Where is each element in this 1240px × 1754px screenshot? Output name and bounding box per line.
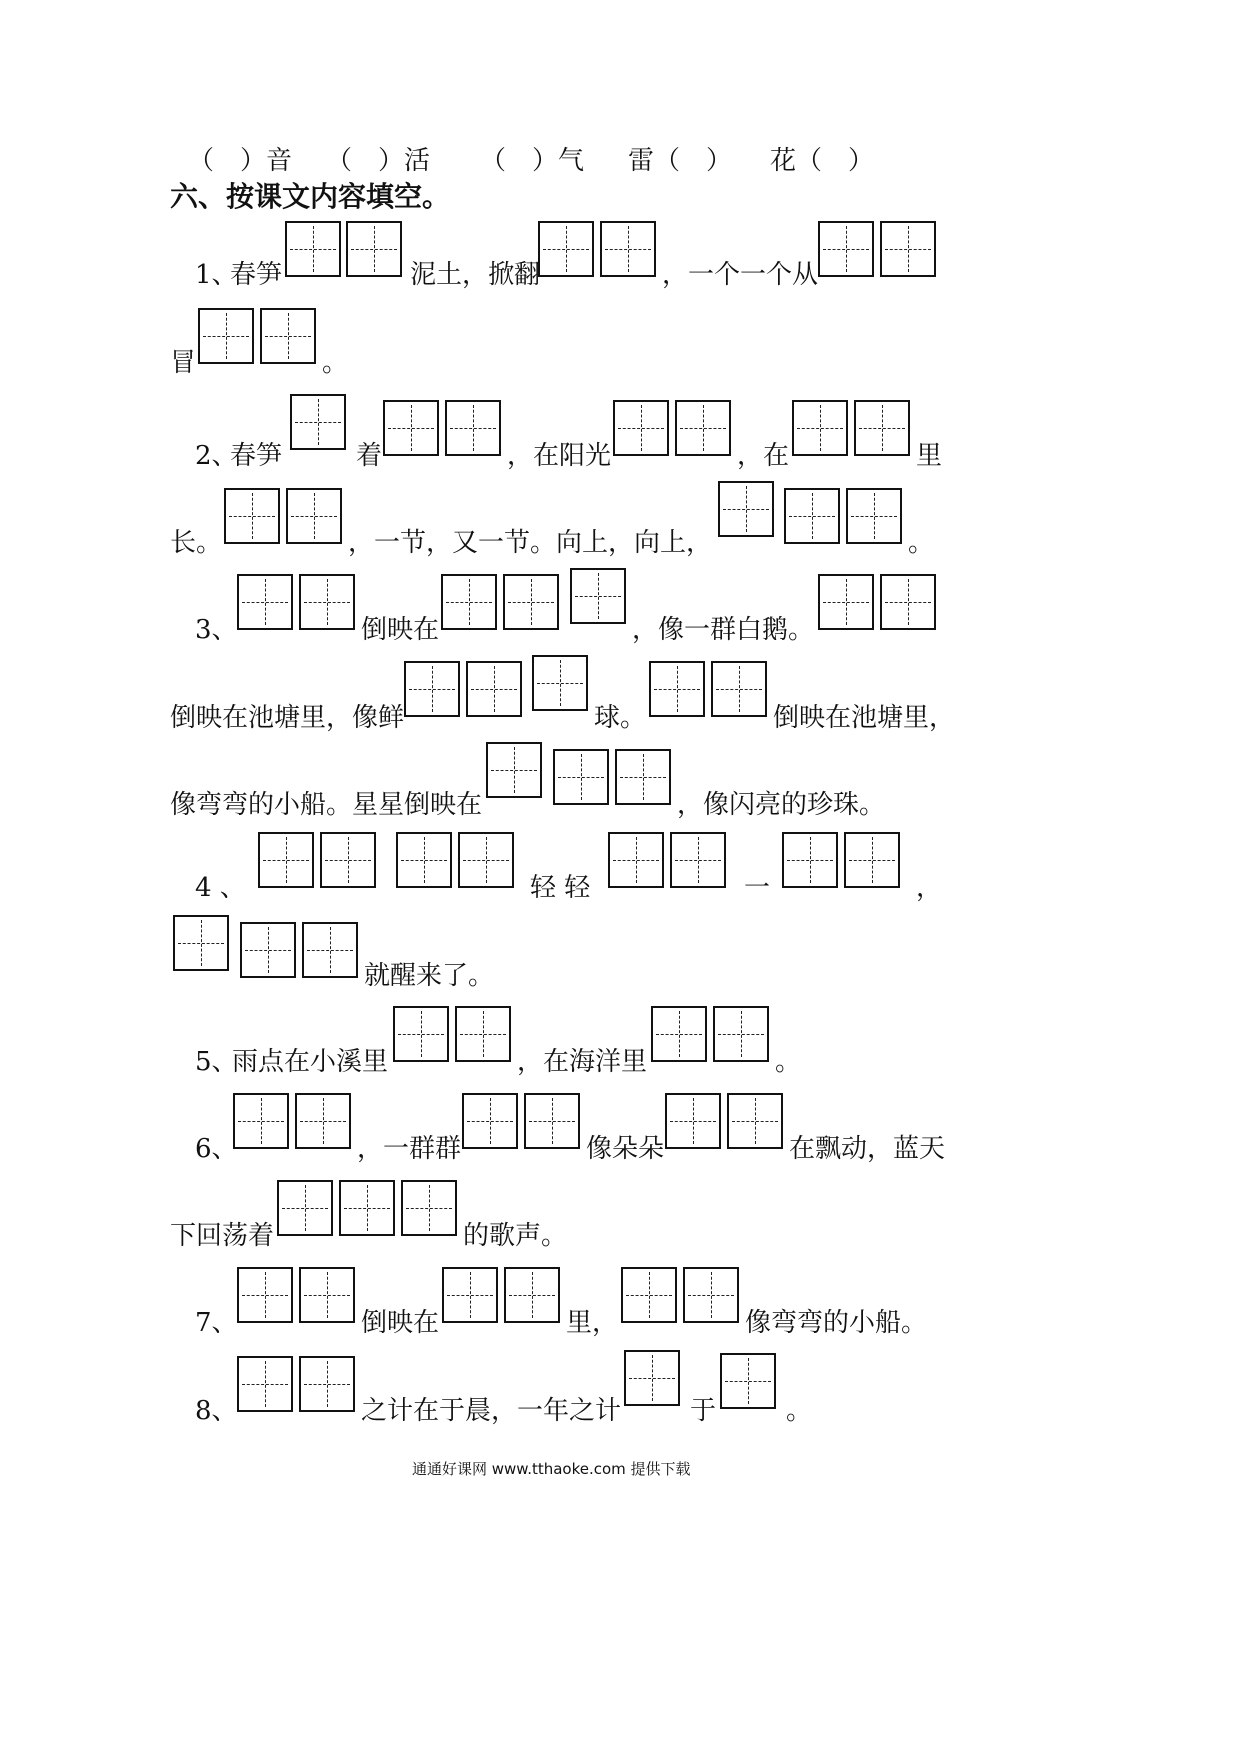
q1-number: 1、 — [195, 260, 238, 290]
top-blank-2: （ ）活 — [326, 146, 431, 176]
q2-box-6[interactable] — [792, 400, 848, 456]
q7-number: 7、 — [195, 1308, 238, 1338]
q1-box-1[interactable] — [285, 221, 341, 277]
q3-box-12[interactable] — [711, 661, 767, 717]
q6-number: 6、 — [195, 1134, 238, 1164]
q3-number: 3、 — [195, 615, 238, 645]
q2-box-11[interactable] — [784, 488, 840, 544]
q2-text-a: 春笋 — [230, 441, 283, 471]
q3-box-5[interactable] — [570, 568, 626, 624]
q2-text-e: 里 — [916, 441, 943, 471]
q2-number: 2、 — [195, 441, 238, 471]
q4-box-4[interactable] — [458, 832, 514, 888]
q7-text-a: 倒映在 — [361, 1308, 440, 1338]
q6-text-e: 的歌声。 — [463, 1221, 568, 1251]
q2-box-7[interactable] — [854, 400, 910, 456]
q2-box-1[interactable] — [290, 394, 346, 450]
q1-box-2[interactable] — [346, 221, 402, 277]
q6-box-1[interactable] — [233, 1093, 289, 1149]
q1-text-e: 。 — [322, 348, 349, 378]
q1-text-d: 冒 — [170, 348, 197, 378]
q5-number: 5、 — [195, 1047, 238, 1077]
q2-text-d: ，在 — [737, 441, 790, 471]
q3-box-13[interactable] — [486, 742, 542, 798]
q6-box-7[interactable] — [277, 1180, 333, 1236]
q5-text-a: 雨点在小溪里 — [232, 1047, 389, 1077]
q8-text-c: 。 — [786, 1396, 813, 1426]
q8-text-b: 于 — [690, 1396, 717, 1426]
q4-box-2[interactable] — [320, 832, 376, 888]
q1-box-4[interactable] — [600, 221, 656, 277]
q2-box-3[interactable] — [445, 400, 501, 456]
q1-box-5[interactable] — [818, 221, 874, 277]
q4-number: 4 、 — [195, 873, 246, 903]
q7-box-4[interactable] — [504, 1267, 560, 1323]
q4-text-c: ， — [916, 873, 943, 903]
q3-box-2[interactable] — [299, 574, 355, 630]
q4-text-a: 轻 轻 — [530, 873, 591, 903]
q1-box-8[interactable] — [260, 308, 316, 364]
q2-box-12[interactable] — [846, 488, 902, 544]
q6-text-a: ，一群群 — [357, 1134, 462, 1164]
q6-text-d: 下回荡着 — [170, 1221, 275, 1251]
q6-box-6[interactable] — [727, 1093, 783, 1149]
q6-box-4[interactable] — [524, 1093, 580, 1149]
top-blank-5: 花（ ） — [770, 146, 875, 176]
q2-text-f: 长。 — [170, 528, 223, 558]
q4-box-3[interactable] — [396, 832, 452, 888]
q2-box-8[interactable] — [224, 488, 280, 544]
q8-box-2[interactable] — [299, 1356, 355, 1412]
q3-box-15[interactable] — [615, 749, 671, 805]
q5-box-3[interactable] — [651, 1006, 707, 1062]
q2-text-g: ，一节，又一节。向上，向上， — [348, 528, 713, 558]
q7-box-2[interactable] — [299, 1267, 355, 1323]
q2-box-5[interactable] — [675, 400, 731, 456]
q1-box-3[interactable] — [538, 221, 594, 277]
q1-box-7[interactable] — [198, 308, 254, 364]
q2-text-b: 着 — [356, 441, 383, 471]
q4-box-9[interactable] — [173, 915, 229, 971]
top-blank-1: （ ）音 — [188, 146, 293, 176]
q3-box-1[interactable] — [237, 574, 293, 630]
q7-box-3[interactable] — [442, 1267, 498, 1323]
section-heading: 六、按课文内容填空。 — [170, 180, 451, 213]
q3-box-9[interactable] — [466, 661, 522, 717]
q7-box-1[interactable] — [237, 1267, 293, 1323]
q3-box-3[interactable] — [441, 574, 497, 630]
q1-text-c: ，一个一个从 — [662, 260, 819, 290]
q4-box-5[interactable] — [608, 832, 664, 888]
q5-box-4[interactable] — [713, 1006, 769, 1062]
q6-text-b: 像朵朵 — [586, 1134, 665, 1164]
q4-box-11[interactable] — [302, 922, 358, 978]
q8-text-a: 之计在于晨，一年之计 — [361, 1396, 622, 1426]
q2-box-4[interactable] — [613, 400, 669, 456]
q3-text-c: 倒映在池塘里，像鲜 — [170, 703, 405, 733]
q5-box-1[interactable] — [393, 1006, 449, 1062]
q3-box-8[interactable] — [404, 661, 460, 717]
q3-text-f: 像弯弯的小船。星星倒映在 — [170, 790, 483, 820]
q7-text-c: 像弯弯的小船。 — [745, 1308, 928, 1338]
q3-box-6[interactable] — [818, 574, 874, 630]
q3-text-b: ，像一群白鹅。 — [632, 615, 815, 645]
q6-box-5[interactable] — [665, 1093, 721, 1149]
q8-box-4[interactable] — [720, 1353, 776, 1409]
q5-text-c: 。 — [775, 1047, 802, 1077]
q1-text-b: 泥土，掀翻 — [410, 260, 541, 290]
q6-box-3[interactable] — [462, 1093, 518, 1149]
q4-text-b: 一 — [744, 873, 771, 903]
q7-text-b: 里， — [566, 1308, 619, 1338]
q7-box-6[interactable] — [683, 1267, 739, 1323]
q3-box-14[interactable] — [553, 749, 609, 805]
q4-box-8[interactable] — [844, 832, 900, 888]
q2-box-10[interactable] — [718, 481, 774, 537]
q3-text-a: 倒映在 — [361, 615, 440, 645]
footer-credit: 通通好课网 www.tthaoke.com 提供下载 — [412, 1460, 691, 1478]
q1-box-6[interactable] — [880, 221, 936, 277]
q2-box-2[interactable] — [383, 400, 439, 456]
q3-box-7[interactable] — [880, 574, 936, 630]
q1-text-a: 春笋 — [230, 260, 283, 290]
q8-box-3[interactable] — [624, 1350, 680, 1406]
q7-box-5[interactable] — [621, 1267, 677, 1323]
q3-box-10[interactable] — [532, 655, 588, 711]
q6-box-2[interactable] — [295, 1093, 351, 1149]
q3-text-d: 球。 — [594, 703, 647, 733]
q5-box-2[interactable] — [455, 1006, 511, 1062]
q4-box-1[interactable] — [258, 832, 314, 888]
q2-text-c: ，在阳光 — [507, 441, 612, 471]
q3-box-11[interactable] — [649, 661, 705, 717]
q4-box-6[interactable] — [670, 832, 726, 888]
q8-number: 8、 — [195, 1396, 238, 1426]
q6-text-c: 在飘动，蓝天 — [789, 1134, 946, 1164]
q8-box-1[interactable] — [237, 1356, 293, 1412]
q2-text-h: 。 — [908, 528, 935, 558]
q6-box-8[interactable] — [339, 1180, 395, 1236]
q3-text-e: 倒映在池塘里， — [773, 703, 956, 733]
top-blank-3: （ ）气 — [480, 146, 585, 176]
q3-box-4[interactable] — [503, 574, 559, 630]
q2-box-9[interactable] — [286, 488, 342, 544]
q3-text-g: ，像闪亮的珍珠。 — [677, 790, 886, 820]
q6-box-9[interactable] — [401, 1180, 457, 1236]
top-blank-4: 雷（ ） — [628, 146, 733, 176]
q4-box-7[interactable] — [782, 832, 838, 888]
q4-text-d: 就醒来了。 — [364, 961, 495, 991]
q4-box-10[interactable] — [240, 922, 296, 978]
q5-text-b: ，在海洋里 — [517, 1047, 648, 1077]
